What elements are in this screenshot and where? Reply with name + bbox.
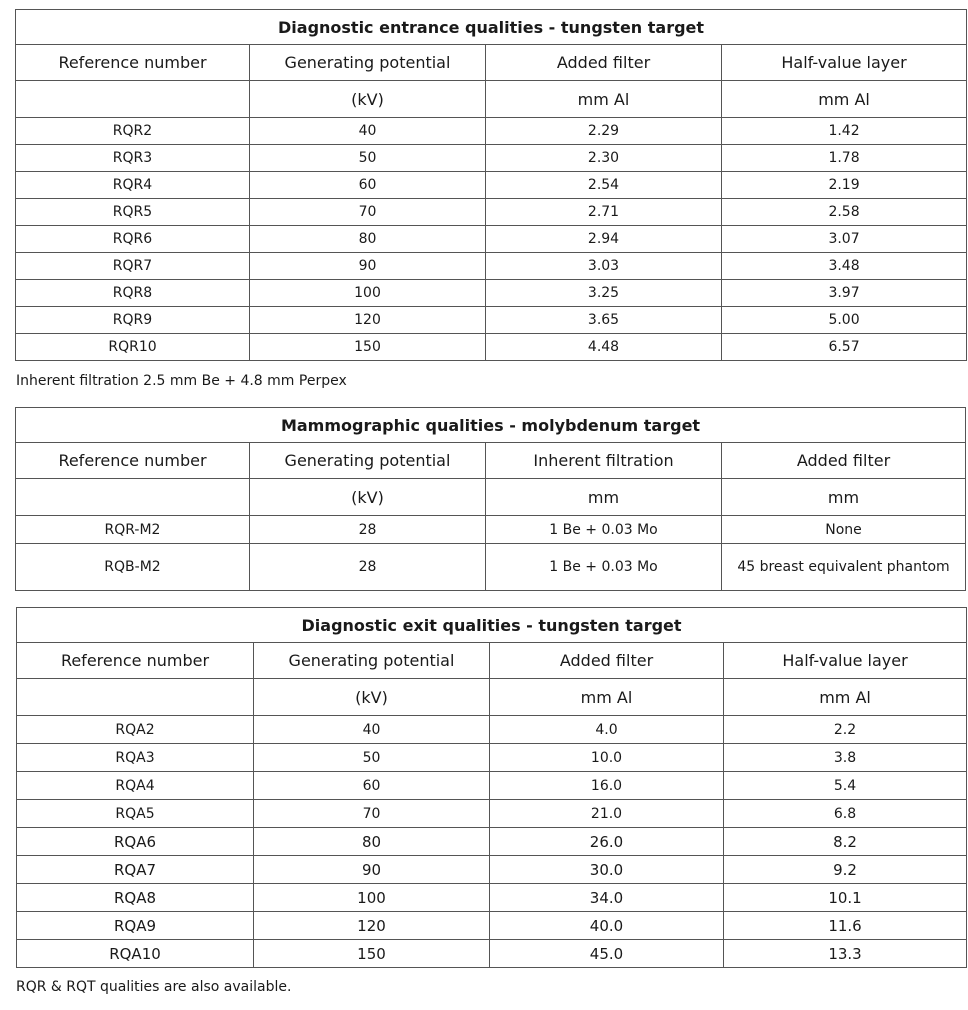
table-cell: 2.94 xyxy=(486,226,722,253)
header-row xyxy=(17,643,967,679)
table-cell: 70 xyxy=(250,199,486,226)
table-cell: 1.42 xyxy=(722,118,967,145)
table-cell: None xyxy=(722,516,966,544)
table-cell: RQB-M2 xyxy=(16,544,250,591)
table-cell: 100 xyxy=(254,884,490,912)
column-header: Generating potential xyxy=(250,443,486,479)
table-cell: 2.71 xyxy=(486,199,722,226)
table-row xyxy=(17,772,967,800)
table-row xyxy=(16,334,967,361)
table-cell: RQR10 xyxy=(16,334,250,361)
table-cell: RQA2 xyxy=(17,716,254,744)
table-cell: 28 xyxy=(250,544,486,591)
table-cell: 60 xyxy=(254,772,490,800)
table-cell: 80 xyxy=(250,226,486,253)
unit-cell: mm Al xyxy=(724,679,967,716)
table-cell: 100 xyxy=(250,280,486,307)
table-cell: 40.0 xyxy=(490,912,724,940)
table-cell: 21.0 xyxy=(490,800,724,828)
table-cell: 1 Be + 0.03 Mo xyxy=(486,544,722,591)
table-cell: 9.2 xyxy=(724,856,967,884)
table-row xyxy=(17,744,967,772)
table-cell: 6.57 xyxy=(722,334,967,361)
unit-row xyxy=(16,81,967,118)
table-cell: RQR6 xyxy=(16,226,250,253)
column-header: Generating potential xyxy=(254,643,490,679)
table-cell: 3.8 xyxy=(724,744,967,772)
table-cell: 4.0 xyxy=(490,716,724,744)
table-row xyxy=(16,145,967,172)
table-cell: 28 xyxy=(250,516,486,544)
table-cell: RQR4 xyxy=(16,172,250,199)
table-cell: 2.29 xyxy=(486,118,722,145)
unit-cell: (kV) xyxy=(250,479,486,516)
unit-cell xyxy=(16,479,250,516)
table-cell: RQR2 xyxy=(16,118,250,145)
table-title-row xyxy=(16,10,967,45)
table-cell: 6.8 xyxy=(724,800,967,828)
table-cell: RQA7 xyxy=(17,856,254,884)
table-cell: 50 xyxy=(250,145,486,172)
column-header: Added filter xyxy=(486,45,722,81)
column-header: Inherent filtration xyxy=(486,443,722,479)
unit-cell: (kV) xyxy=(254,679,490,716)
column-header: Reference number xyxy=(16,45,250,81)
availability-note: RQR & RQT qualities are also available. xyxy=(16,979,292,995)
unit-cell xyxy=(17,679,254,716)
table-cell: RQR3 xyxy=(16,145,250,172)
table-row xyxy=(16,253,967,280)
unit-cell: mm Al xyxy=(722,81,967,118)
table-cell: 10.0 xyxy=(490,744,724,772)
table-cell: 3.03 xyxy=(486,253,722,280)
table-cell: RQA5 xyxy=(17,800,254,828)
table-cell: 3.48 xyxy=(722,253,967,280)
table-cell: 1.78 xyxy=(722,145,967,172)
table-cell: 2.2 xyxy=(724,716,967,744)
header-row xyxy=(16,443,966,479)
table-cell: RQA9 xyxy=(17,912,254,940)
table-row xyxy=(17,940,967,968)
table-cell: RQA6 xyxy=(17,828,254,856)
table-cell: RQA4 xyxy=(17,772,254,800)
header-row xyxy=(16,45,967,81)
table-row xyxy=(17,716,967,744)
unit-cell xyxy=(16,81,250,118)
table-cell: 1 Be + 0.03 Mo xyxy=(486,516,722,544)
exit-qualities-table xyxy=(16,607,967,968)
unit-row xyxy=(16,479,966,516)
table-row xyxy=(16,544,966,591)
table-cell: 60 xyxy=(250,172,486,199)
table-cell: 150 xyxy=(254,940,490,968)
table-row xyxy=(17,912,967,940)
table-cell: 16.0 xyxy=(490,772,724,800)
mammographic-qualities-table xyxy=(15,407,966,591)
table-cell: 2.54 xyxy=(486,172,722,199)
table-row xyxy=(16,516,966,544)
table-cell: RQA3 xyxy=(17,744,254,772)
table-row xyxy=(16,226,967,253)
table-cell: 2.19 xyxy=(722,172,967,199)
table-cell: 3.25 xyxy=(486,280,722,307)
unit-cell: mm xyxy=(486,479,722,516)
table-cell: 90 xyxy=(254,856,490,884)
column-header: Half-value layer xyxy=(724,643,967,679)
unit-cell: (kV) xyxy=(250,81,486,118)
table-cell: 4.48 xyxy=(486,334,722,361)
table-row xyxy=(17,884,967,912)
table-title-row xyxy=(17,608,967,643)
table-cell: RQR7 xyxy=(16,253,250,280)
table-cell: 80 xyxy=(254,828,490,856)
table-cell: 30.0 xyxy=(490,856,724,884)
table-cell: 3.65 xyxy=(486,307,722,334)
table-cell: 120 xyxy=(254,912,490,940)
column-header: Reference number xyxy=(16,443,250,479)
table-cell: 150 xyxy=(250,334,486,361)
table-row xyxy=(16,307,967,334)
table-title: Diagnostic exit qualities - tungsten target xyxy=(17,608,967,643)
table-cell: RQA10 xyxy=(17,940,254,968)
table-row xyxy=(17,828,967,856)
table-cell: 5.00 xyxy=(722,307,967,334)
table-cell: 3.07 xyxy=(722,226,967,253)
table-row xyxy=(17,856,967,884)
table-cell: 2.30 xyxy=(486,145,722,172)
unit-cell: mm Al xyxy=(486,81,722,118)
table-cell: 5.4 xyxy=(724,772,967,800)
table-cell: 10.1 xyxy=(724,884,967,912)
table-cell: 120 xyxy=(250,307,486,334)
table-cell: 50 xyxy=(254,744,490,772)
unit-cell: mm xyxy=(722,479,966,516)
table-title: Mammographic qualities - molybdenum target xyxy=(16,408,966,443)
column-header: Half-value layer xyxy=(722,45,967,81)
unit-cell: mm Al xyxy=(490,679,724,716)
column-header: Generating potential xyxy=(250,45,486,81)
table-cell: RQR9 xyxy=(16,307,250,334)
table-row xyxy=(16,172,967,199)
table-row xyxy=(16,199,967,226)
table-cell: 70 xyxy=(254,800,490,828)
table-cell: 40 xyxy=(254,716,490,744)
table-cell: 40 xyxy=(250,118,486,145)
table-cell: 90 xyxy=(250,253,486,280)
table-cell: 26.0 xyxy=(490,828,724,856)
table-title: Diagnostic entrance qualities - tungsten target xyxy=(16,10,967,45)
table-row xyxy=(17,800,967,828)
table-row xyxy=(16,280,967,307)
column-header: Added filter xyxy=(490,643,724,679)
table-title-row xyxy=(16,408,966,443)
table-cell: 45.0 xyxy=(490,940,724,968)
table-cell: 8.2 xyxy=(724,828,967,856)
column-header: Reference number xyxy=(17,643,254,679)
table-cell: 2.58 xyxy=(722,199,967,226)
table-cell: 13.3 xyxy=(724,940,967,968)
table-cell: RQA8 xyxy=(17,884,254,912)
table-cell: 34.0 xyxy=(490,884,724,912)
table-cell: 45 breast equivalent phantom xyxy=(722,544,966,591)
table-cell: RQR-M2 xyxy=(16,516,250,544)
table-row xyxy=(16,118,967,145)
inherent-filtration-note: Inherent filtration 2.5 mm Be + 4.8 mm Perpex xyxy=(16,373,347,389)
table-cell: 3.97 xyxy=(722,280,967,307)
unit-row xyxy=(17,679,967,716)
column-header: Added filter xyxy=(722,443,966,479)
table-cell: RQR8 xyxy=(16,280,250,307)
table-cell: RQR5 xyxy=(16,199,250,226)
table-cell: 11.6 xyxy=(724,912,967,940)
entrance-qualities-table xyxy=(15,9,967,361)
